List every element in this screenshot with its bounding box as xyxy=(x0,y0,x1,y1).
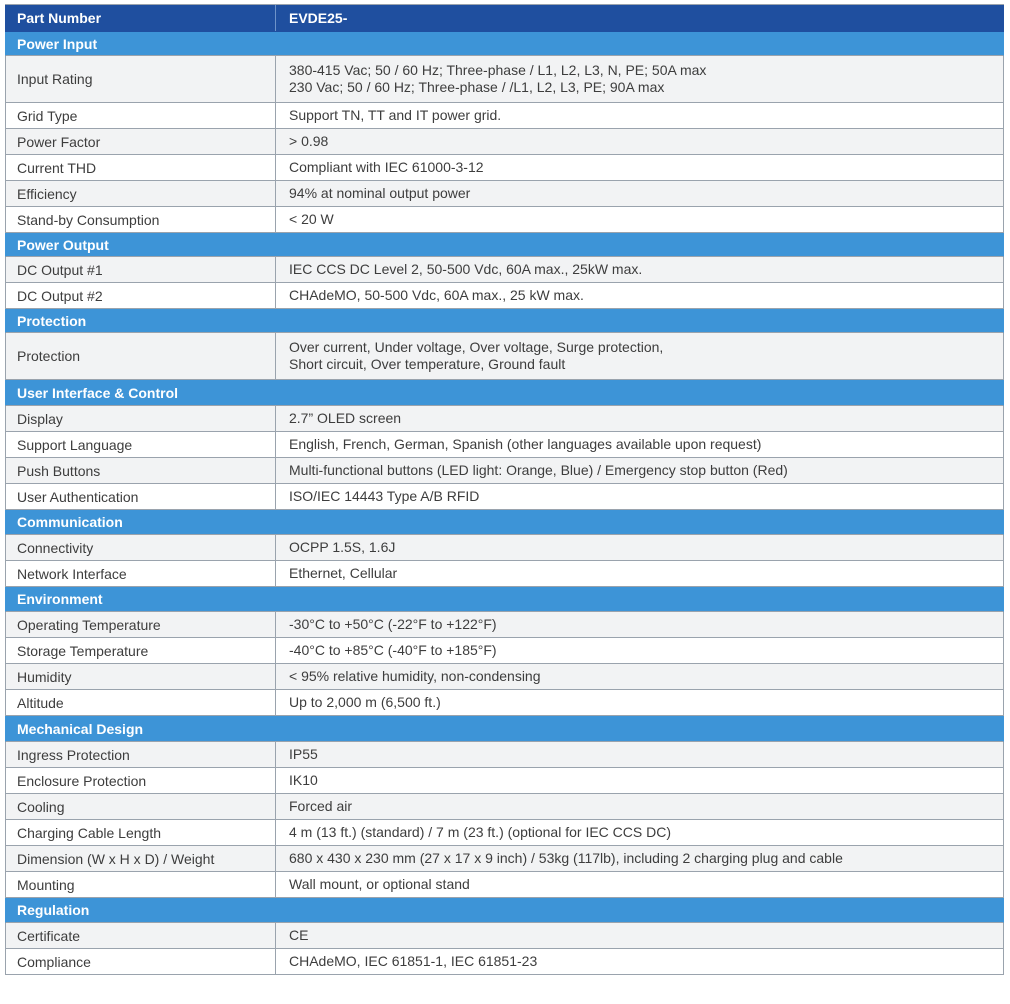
value-line: 230 Vac; 50 / 60 Hz; Three-phase / /L1, L2, L3, PE; 90A max xyxy=(289,79,665,95)
table-row xyxy=(5,484,1004,510)
value-line: Support TN, TT and IT power grid. xyxy=(289,107,502,123)
value-line: IEC CCS DC Level 2, 50-500 Vdc, 60A max., 25kW max. xyxy=(289,261,643,277)
header-value xyxy=(276,5,1003,31)
row-label: Display xyxy=(6,406,276,431)
table-row xyxy=(5,56,1004,103)
row-value xyxy=(276,458,1003,483)
row-label: Dimension (W x H x D) / Weight xyxy=(6,846,276,871)
row-label: Certificate xyxy=(6,923,276,948)
value-line: CHAdeMO, 50-500 Vdc, 60A max., 25 kW max. xyxy=(289,287,584,303)
value-line: < 95% relative humidity, non-condensing xyxy=(289,668,541,684)
table-row xyxy=(5,846,1004,872)
row-value xyxy=(276,257,1003,282)
row-value xyxy=(276,690,1003,715)
table-row xyxy=(5,181,1004,207)
table-row xyxy=(5,561,1004,587)
table-row xyxy=(5,690,1004,716)
value-line: OCPP 1.5S, 1.6J xyxy=(289,539,396,555)
section-header xyxy=(5,898,1004,923)
value-line: CHAdeMO, IEC 61851-1, IEC 61851-23 xyxy=(289,953,538,969)
row-value xyxy=(276,56,1003,102)
section-title: Communication xyxy=(17,514,123,530)
table-row xyxy=(5,872,1004,898)
table-row xyxy=(5,820,1004,846)
row-label: Compliance xyxy=(6,949,276,974)
section-header xyxy=(5,32,1004,56)
value-line: Forced air xyxy=(289,798,353,814)
row-label: Support Language xyxy=(6,432,276,457)
table-row xyxy=(5,664,1004,690)
table-row xyxy=(5,155,1004,181)
row-value xyxy=(276,535,1003,560)
value-line: < 20 W xyxy=(289,211,334,227)
section-header xyxy=(5,716,1004,742)
table-row xyxy=(5,333,1004,380)
value-line: 4 m (13 ft.) (standard) / 7 m (23 ft.) (optional for IEC CCS DC) xyxy=(289,824,671,840)
row-value xyxy=(276,820,1003,845)
row-label: Storage Temperature xyxy=(6,638,276,663)
row-value xyxy=(276,612,1003,637)
value-line: IK10 xyxy=(289,772,318,788)
row-label: Charging Cable Length xyxy=(6,820,276,845)
value-line: 94% at nominal output power xyxy=(289,185,471,201)
section-title: Regulation xyxy=(17,902,90,918)
section-title: Power Output xyxy=(17,236,109,253)
row-value xyxy=(276,432,1003,457)
section-title: Mechanical Design xyxy=(17,720,144,737)
row-value xyxy=(276,129,1003,154)
row-label: Push Buttons xyxy=(6,458,276,483)
row-label: DC Output #2 xyxy=(6,283,276,308)
section-header xyxy=(5,510,1004,535)
row-value xyxy=(276,872,1003,897)
row-label: Network Interface xyxy=(6,561,276,586)
table-row xyxy=(5,949,1004,975)
row-value xyxy=(276,664,1003,689)
row-value xyxy=(276,207,1003,232)
value-line: ISO/IEC 14443 Type A/B RFID xyxy=(289,488,480,504)
row-label: Altitude xyxy=(6,690,276,715)
table-row xyxy=(5,612,1004,638)
row-value xyxy=(276,561,1003,586)
row-value xyxy=(276,742,1003,767)
table-row xyxy=(5,923,1004,949)
row-label: Operating Temperature xyxy=(6,612,276,637)
section-title: Protection xyxy=(17,312,87,329)
spec-table xyxy=(5,4,1004,975)
row-value xyxy=(276,949,1003,974)
row-label: Efficiency xyxy=(6,181,276,206)
value-line: 380-415 Vac; 50 / 60 Hz; Three-phase / L1, L2, L3, N, PE; 50A max xyxy=(289,62,707,78)
value-line: Wall mount, or optional stand xyxy=(289,876,470,892)
value-line: CE xyxy=(289,927,309,943)
row-label: Ingress Protection xyxy=(6,742,276,767)
value-line: Over current, Under voltage, Over voltage, Surge protection, xyxy=(289,339,664,355)
row-value xyxy=(276,333,1003,379)
header-label: Part Number xyxy=(6,5,276,31)
row-label: Input Rating xyxy=(6,56,276,102)
row-value xyxy=(276,406,1003,431)
section-title: User Interface & Control xyxy=(17,384,179,401)
value-line: 680 x 430 x 230 mm (27 x 17 x 9 inch) / 53kg (117lb), including 2 charging plug and cable xyxy=(289,850,843,866)
table-row xyxy=(5,458,1004,484)
section-header xyxy=(5,587,1004,612)
row-label: Connectivity xyxy=(6,535,276,560)
table-row xyxy=(5,257,1004,283)
table-row xyxy=(5,406,1004,432)
value-line: -40°C to +85°C (-40°F to +185°F) xyxy=(289,642,497,658)
table-header-row xyxy=(5,5,1004,32)
table-row xyxy=(5,207,1004,233)
row-label: Current THD xyxy=(6,155,276,180)
row-value xyxy=(276,484,1003,509)
row-label: Mounting xyxy=(6,872,276,897)
table-row xyxy=(5,535,1004,561)
value-line: IP55 xyxy=(289,746,318,762)
row-value xyxy=(276,283,1003,308)
value-line: Short circuit, Over temperature, Ground fault xyxy=(289,356,566,372)
row-label: Humidity xyxy=(6,664,276,689)
row-label: Enclosure Protection xyxy=(6,768,276,793)
value-line: Ethernet, Cellular xyxy=(289,565,398,581)
row-label: Power Factor xyxy=(6,129,276,154)
value-line: Compliant with IEC 61000-3-12 xyxy=(289,159,484,175)
section-title: Power Input xyxy=(17,35,98,52)
table-row xyxy=(5,742,1004,768)
value-line: > 0.98 xyxy=(289,133,329,149)
value-line: English, French, German, Spanish (other languages available upon request) xyxy=(289,436,762,452)
section-header xyxy=(5,380,1004,406)
section-header xyxy=(5,309,1004,333)
table-row xyxy=(5,794,1004,820)
row-value xyxy=(276,923,1003,948)
row-label: Protection xyxy=(6,333,276,379)
row-value xyxy=(276,181,1003,206)
value-line: Up to 2,000 m (6,500 ft.) xyxy=(289,694,441,710)
table-row xyxy=(5,432,1004,458)
part-number-value: EVDE25- xyxy=(289,10,348,26)
value-line: 2.7” OLED screen xyxy=(289,410,402,426)
table-row xyxy=(5,129,1004,155)
row-label: DC Output #1 xyxy=(6,257,276,282)
section-title: Environment xyxy=(17,591,103,607)
value-line: Multi-functional buttons (LED light: Orange, Blue) / Emergency stop button (Red) xyxy=(289,462,788,478)
table-row xyxy=(5,638,1004,664)
row-label: User Authentication xyxy=(6,484,276,509)
table-row xyxy=(5,103,1004,129)
table-row xyxy=(5,283,1004,309)
section-header xyxy=(5,233,1004,257)
row-value xyxy=(276,638,1003,663)
row-label: Cooling xyxy=(6,794,276,819)
value-line: -30°C to +50°C (-22°F to +122°F) xyxy=(289,616,497,632)
row-label: Grid Type xyxy=(6,103,276,128)
row-value xyxy=(276,768,1003,793)
row-value xyxy=(276,794,1003,819)
row-value xyxy=(276,155,1003,180)
row-label: Stand-by Consumption xyxy=(6,207,276,232)
table-row xyxy=(5,768,1004,794)
row-value xyxy=(276,846,1003,871)
row-value xyxy=(276,103,1003,128)
